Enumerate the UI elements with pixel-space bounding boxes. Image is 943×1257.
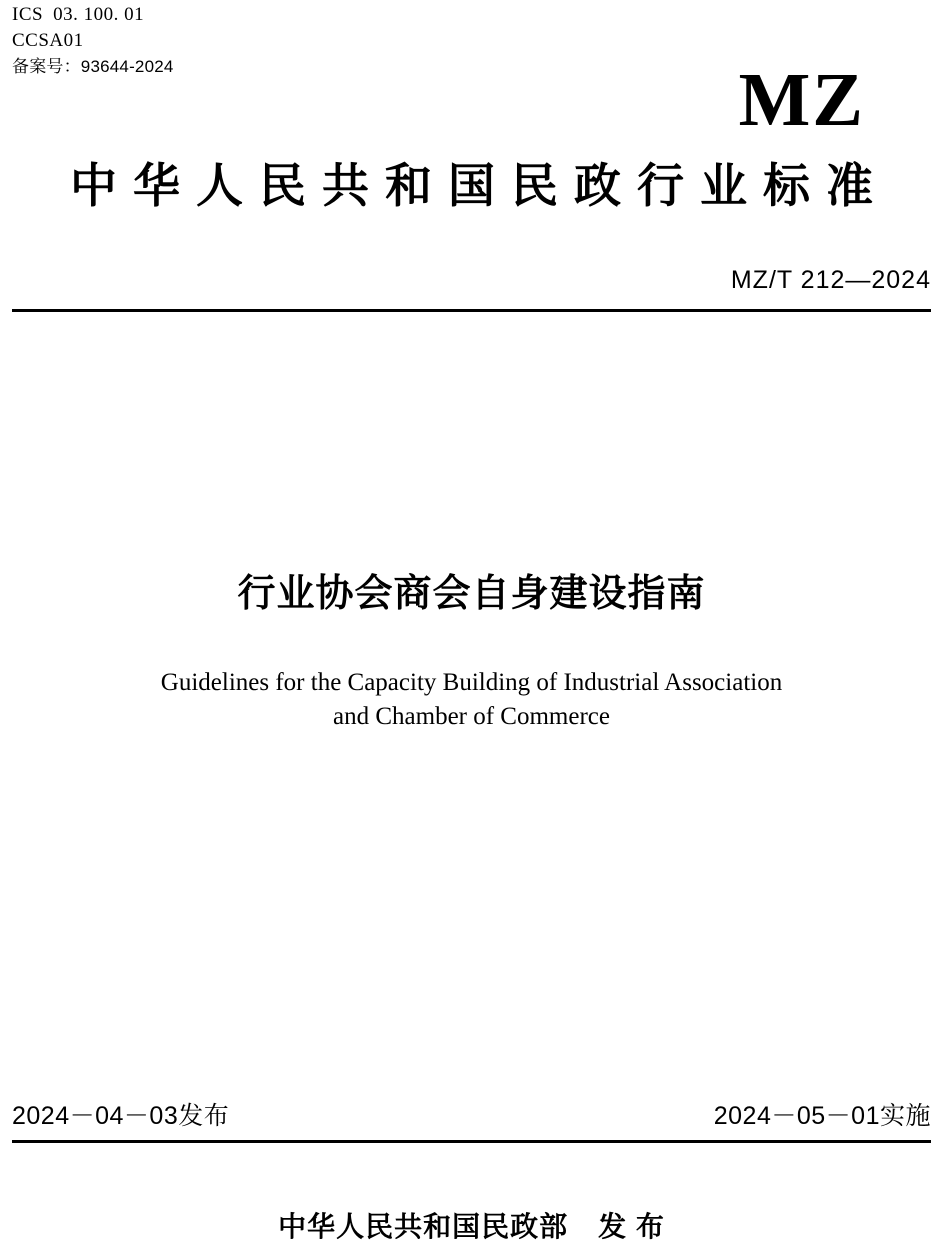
national-standard-title: 中华人民共和国民政行业标准 <box>70 159 889 212</box>
issuer-block <box>0 1205 943 1245</box>
ccs-label: CCS <box>12 30 50 51</box>
document-title-cn: 行业协会商会自身建设指南 <box>237 573 706 615</box>
standard-number: MZ/T 212—2024 <box>730 266 931 294</box>
issue-date: 2024－04－03 <box>12 1102 179 1130</box>
document-title-en-line2: and Chamber of Commerce <box>333 703 610 730</box>
mz-emblem: MZ <box>738 58 865 142</box>
header-meta-block <box>12 2 174 80</box>
divider-bottom <box>12 1140 931 1143</box>
divider-top <box>12 309 931 312</box>
effective-date-block <box>714 1096 931 1132</box>
issuer-action: 发 布 <box>598 1211 665 1242</box>
ccs-line <box>12 28 174 54</box>
ics-label: ICS <box>12 4 44 25</box>
issuer-organization: 中华人民共和国民政部 <box>278 1211 569 1242</box>
effective-date: 2024－05－01 <box>713 1102 880 1130</box>
ics-value: 03. 100. 01 <box>53 4 145 25</box>
record-number: 备案号：93644-2024 <box>12 57 174 76</box>
issue-date-suffix: 发布 <box>178 1102 230 1130</box>
ccs-value: A01 <box>49 30 84 51</box>
document-title-en <box>140 666 803 734</box>
document-title-en-line1: Guidelines for the Capacity Building of Industrial Association <box>160 669 783 696</box>
issue-date-block <box>12 1096 229 1132</box>
ics-line <box>12 2 174 28</box>
effective-date-suffix: 实施 <box>879 1102 931 1130</box>
